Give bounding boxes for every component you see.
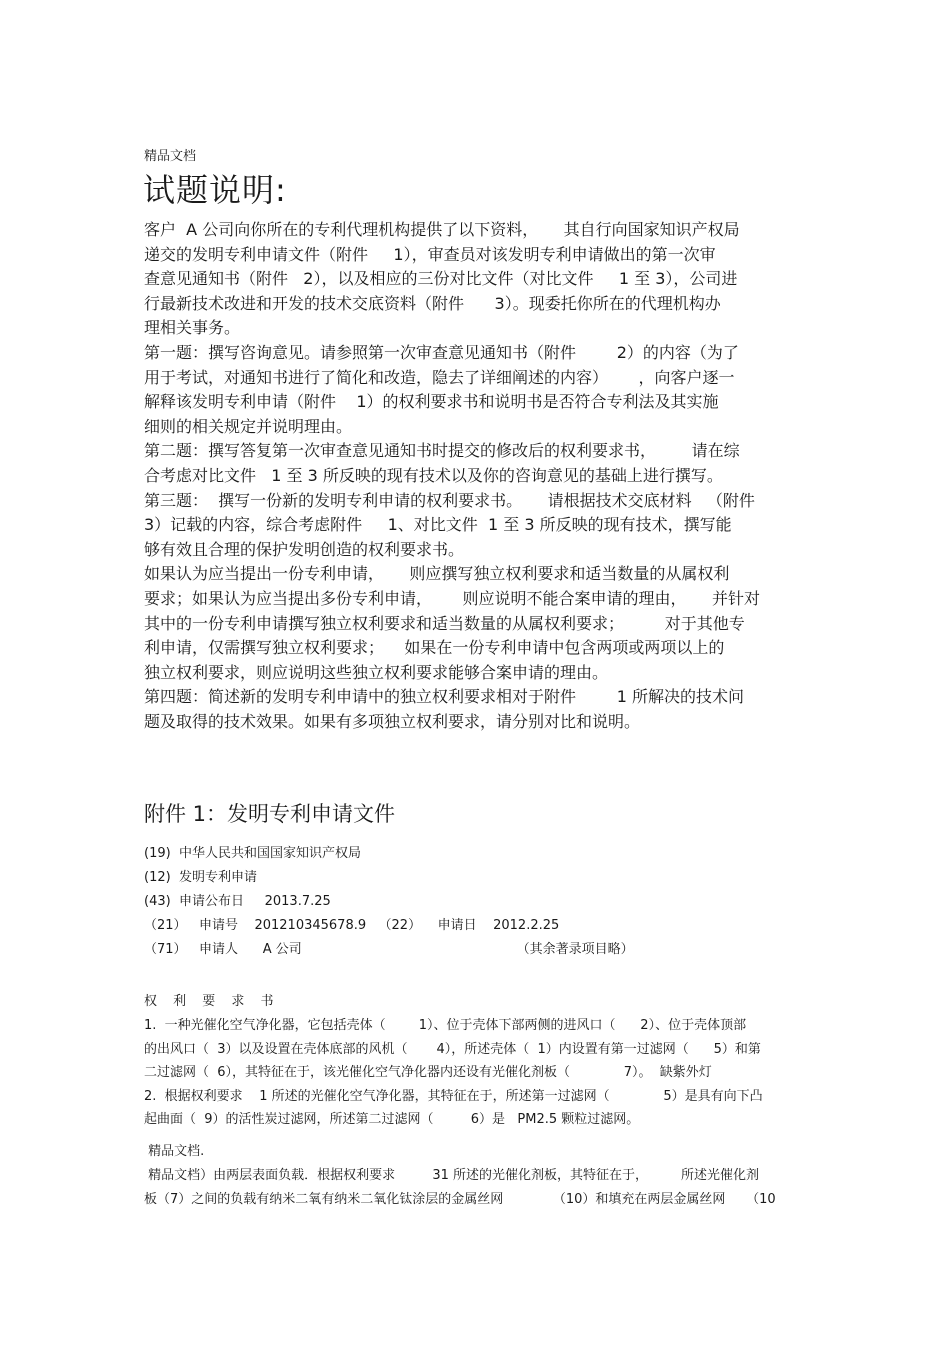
claim-line: 二过滤网（ 6），其特征在于，该光催化空气净化器内还设有光催化剂板（ 7）。 缺紫外灯 bbox=[144, 1065, 712, 1080]
text-line: 合考虑对比文件 1 至 3 所反映的现有技术以及你的咨询意见的基础上进行撰写。 bbox=[144, 465, 723, 485]
text-line: 客户 A 公司向你所在的专利代理机构提供了以下资料， 其自行向国家知识产权局 bbox=[144, 220, 740, 239]
text-line: 第一题：撰写咨询意见。请参照第一次审查意见通知书（附件 2）的内容（为了 bbox=[144, 342, 739, 362]
claim-line: 起曲面（ 9）的活性炭过滤网，所述第二过滤网（ 6）是 PM2.5 颗粒过滤网。 bbox=[144, 1112, 640, 1127]
text-line: 解释该发明专利申请（附件 1）的权利要求书和说明书是否符合专利法及其实施 bbox=[144, 392, 719, 412]
footer-line: 精品文档）由两层表面负载．根据权利要求 31 所述的光催化剂板，其特征在于， 所述光催化剂 bbox=[144, 1168, 760, 1183]
intro-text bbox=[144, 218, 814, 734]
page-header-label: 精品文档 bbox=[144, 149, 197, 164]
claims-heading: 权 利 要 求 书 bbox=[144, 994, 280, 1009]
text-line: 够有效且合理的保护发明创造的权利要求书。 bbox=[144, 539, 465, 559]
claim-line: 1. 一种光催化空气净化器，它包括壳体（ 1）、位于壳体下部两侧的进风口（ 2）、位于壳体顶部 bbox=[144, 1018, 747, 1033]
bibliographic-data bbox=[144, 842, 814, 962]
text-line: 用于考试，对通知书进行了简化和改造，隐去了详细阐述的内容） ，向客户逐一 bbox=[144, 367, 735, 387]
biblio-line: (43) 申请公布日 2013.7.25 bbox=[144, 894, 331, 909]
claim-line: 的出风口（ 3）以及设置在壳体底部的风机（ 4），所述壳体（ 1）内设置有第一过滤网（ 5）和第 bbox=[144, 1041, 761, 1057]
text-line: 第三题： 撰写一份新的发明专利申请的权利要求书。 请根据技术交底材料 （附件 bbox=[144, 490, 755, 510]
claims-text bbox=[144, 1014, 814, 1132]
text-line: 题及取得的技术效果。如果有多项独立权利要求，请分别对比和说明。 bbox=[144, 711, 641, 731]
text-line: 第四题：简述新的发明专利申请中的独立权利要求相对于附件 1 所解决的技术问 bbox=[144, 687, 744, 707]
text-line: 利申请，仅需撰写独立权利要求； 如果在一份专利申请中包含两项或两项以上的 bbox=[144, 638, 725, 658]
text-line: 3）记载的内容，综合考虑附件 1、对比文件 1 至 3 所反映的现有技术，撰写能 bbox=[144, 515, 732, 535]
text-line: 行最新技术改进和开发的技术交底资料（附件 3）。现委托你所在的代理机构办 bbox=[144, 293, 721, 313]
page-title: 试题说明: bbox=[143, 171, 287, 209]
footer-line: 精品文档. bbox=[144, 1144, 205, 1159]
text-line: 理相关事务。 bbox=[144, 318, 241, 338]
text-line: 如果认为应当提出一份专利申请， 则应撰写独立权利要求和适当数量的从属权利 bbox=[144, 564, 730, 584]
biblio-line: (12) 发明专利申请 bbox=[144, 870, 257, 885]
footer-line: 板（7）之间的负载有纳米二氧有纳米二氧化钛涂层的金属丝网 （10）和填充在两层金属丝网 （10 bbox=[144, 1192, 776, 1207]
text-line: 其中的一份专利申请撰写独立权利要求和适当数量的从属权利要求； 对于其他专 bbox=[144, 613, 745, 633]
text-line: 独立权利要求，则应说明这些独立权利要求能够合案申请的理由。 bbox=[144, 662, 609, 682]
text-line: 递交的发明专利申请文件（附件 1），审查员对该发明专利申请做出的第一次审 bbox=[144, 244, 716, 264]
claim-line: 2. 根据权利要求 1 所述的光催化空气净化器，其特征在于，所述第一过滤网（ 5）是具有向下凸 bbox=[144, 1088, 763, 1104]
text-line: 第二题：撰写答复第一次审查意见通知书时提交的修改后的权利要求书， 请在综 bbox=[144, 441, 740, 461]
text-line: 细则的相关规定并说明理由。 bbox=[144, 416, 353, 436]
footer-text bbox=[144, 1140, 814, 1212]
text-line: 查意见通知书（附件 2），以及相应的三份对比文件（对比文件 1 至 3），公司进 bbox=[144, 269, 738, 289]
annex-title: 附件 1：发明专利申请文件 bbox=[144, 802, 396, 826]
biblio-line: (19) 中华人民共和国国家知识产权局 bbox=[144, 846, 361, 861]
text-line: 要求；如果认为应当提出多份专利申请， 则应说明不能合案申请的理由， 并针对 bbox=[144, 588, 760, 608]
biblio-line: （21） 申请号 201210345678.9 （22） 申请日 2012.2.25 bbox=[144, 918, 560, 933]
biblio-line: （71） 申请人 A 公司 （其余著录项目略） bbox=[144, 942, 634, 957]
